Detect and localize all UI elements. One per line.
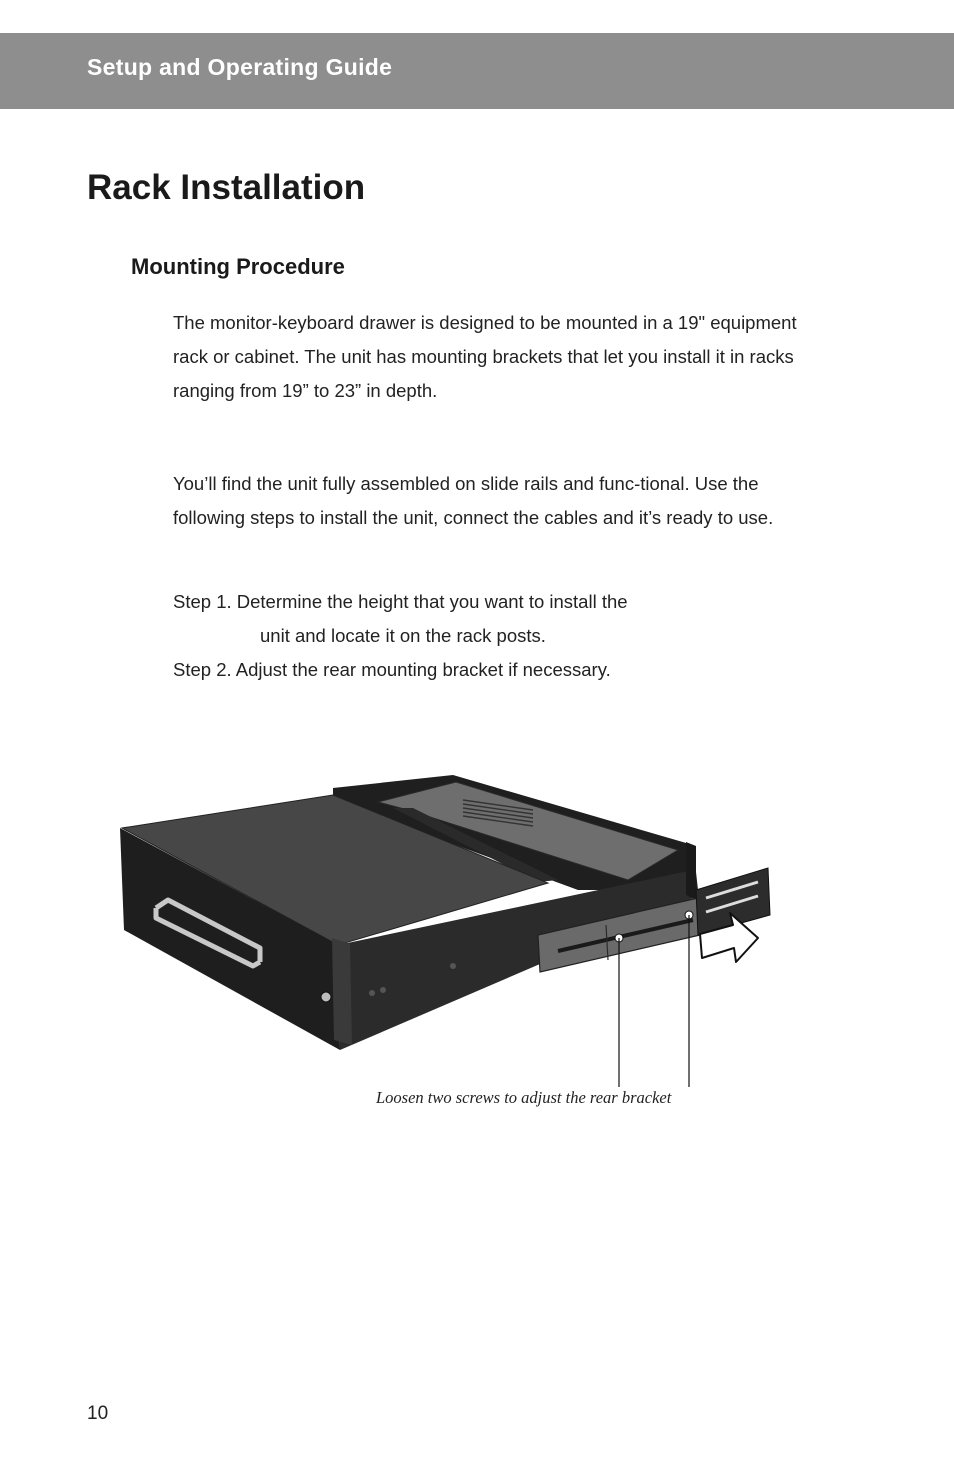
step-1-line-2: unit and locate it on the rack posts.: [260, 625, 546, 646]
figure-caption: Loosen two screws to adjust the rear bracket: [376, 1088, 672, 1107]
intro-paragraph: The monitor-keyboard drawer is designed to be mounted in a 19" equipment rack or cabinet. The unit has mounting brackets that let you install it in racks ranging from 19” to 23” in depth.: [173, 312, 797, 401]
front-rack-ear: [332, 938, 352, 1045]
step-1-line-1: Step 1. Determine the height that you want to install the: [173, 591, 628, 612]
front-lock: [321, 992, 331, 1002]
step-2-line-1: Step 2. Adjust the rear mounting bracket if necessary.: [173, 659, 611, 680]
section-title: Mounting Procedure: [131, 254, 345, 279]
rack-drawer-illustration: [108, 740, 780, 1090]
page-number: 10: [87, 1403, 109, 1424]
steps-list: [173, 585, 813, 687]
header-title: Setup and Operating Guide: [87, 54, 393, 80]
rear-panel-face: [686, 842, 696, 900]
assembly-paragraph: You’ll find the unit fully assembled on slide rails and func-tional. Use the following steps to install the unit, connect the cables and it’s ready to use.: [173, 473, 774, 528]
page-title: Rack Installation: [87, 168, 366, 207]
